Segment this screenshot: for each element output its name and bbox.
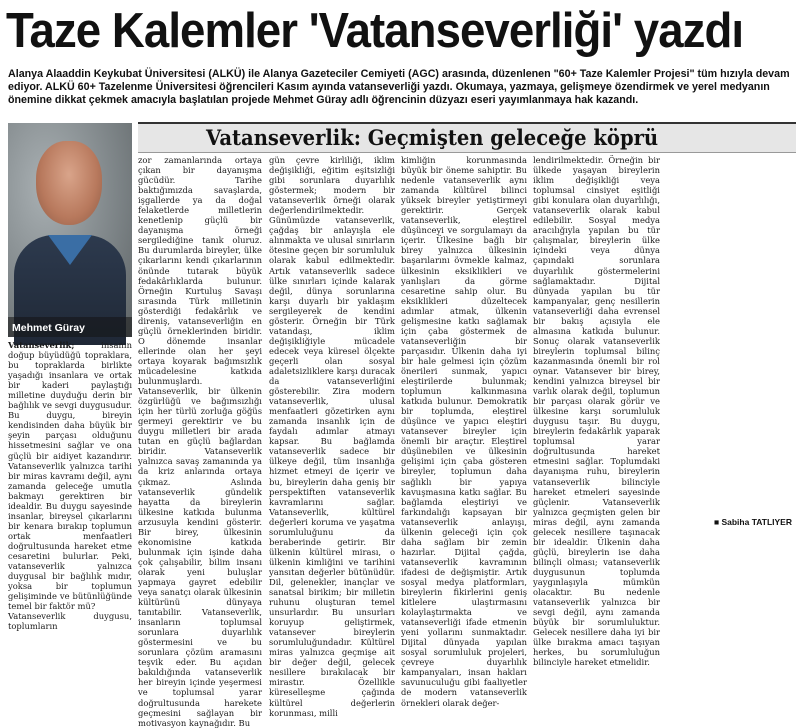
photo-head [36, 141, 102, 225]
column-1-text: insanın doğup büyüdüğü topraklara, bu topraklarda birlikte yaşadığı insanlara ve ortak bir kaderi paylaştığı milletine duyduğu derin bir bağlılık ve sevgi duygusudur. Bu duygu, bireyin kendisinden daha büyük bir şeyin parçası olduğunu hissetmesini sağlar ve ona güçlü bir aidiyet kazandırır. Vatanseverlik yalnızca tarihi bir miras kavramı değil, aynı zamanda geleceğe umutla bakmayı gerektiren bir idealdir. Bu duygu sayesinde insanlar, bireysel çıkarlarını bir kenara bırakıp toplumun ortak menfaatleri doğrultusunda hareket etme cesaretini bulurlar. Peki, vatanseverlik yalnızca duygusal bir bağlılık mıdır, yoksa bir toplumun gelişiminde ve bütünlüğünde temel bir faktör mü? [8, 340, 132, 612]
lead-paragraph: Alanya Alaaddin Keykubat Üniversitesi (ALKÜ) ile Alanya Gazeteciler Cemiyeti (AGC) arasında, düzenlenen "60+ Taze Kalemler Projesi" tüm hızıyla devam ediyor. ALKÜ 60+ Tazelenme Üniversitesi öğrencileri Kasım ayında vatanseverliği yazdı. Okumaya, yazmaya, gelişmeye özendirmek ve yerel medyanın önemine dikkat çekmek amacıyla başlatılan projede Mehmet Güray adlı öğrencinin düzyazı eseri yayımlanmaya hak kazandı. [8, 68, 790, 106]
article-column-2 [138, 155, 262, 728]
photo-caption: Mehmet Güray [12, 322, 85, 334]
headline: Taze Kalemler 'Vatanseverliği' yazdı [6, 4, 744, 58]
article-column-5 [533, 155, 660, 668]
author-photo [8, 123, 132, 337]
article-column-4 [401, 155, 527, 708]
column-3-text: gün çevre kirliliği, iklim değişikliği, eğitim eşitsizliği gibi sorunlara duyarlılık göstermek; modern bir vatanseverlik örneği olarak değerlendirilmektedir. Günümüzde vatanseverlik, çağdaş bir anlayışla ele alınmakta ve ulusal sınırların ötesine geçen bir sorumluluk olarak kabul edilmektedir. Artık vatanseverlik sadece ülke sınırları içinde kalarak değil, dünya sorunlarına karşı duyarlı bir yaklaşım sergileyerek de kendini gösterir. Örneğin bir Türk vatandaşı, iklim değişikliğiyle mücadele edecek veya küresel ölçekte geçerli olan sosyal adaletsizliklere karşı duracak da vatanseverliğini gösterebilir. Zira modern vatanseverlik, ulusal menfaatleri gözetirken aynı zamanda insanlık için de faydalı adımlar atmayı kapsar. Bu bağlamda vatanseverlik sadece bir ülkeye değil, tüm insanlığa hizmet etmeyi de içerir ve bu, bireylerin daha geniş bir perspektiften vatanseverlik kavramlarını sağlar. Vatanseverlik, kültürel değerleri koruma ve yaşatma sorumluluğunu da beraberinde getirir. Bir ülkenin kültürel mirası, o ülkenin kimliğini ve tarihini yansıtan değerler bütünüdür. Dil, gelenekler, inançlar ve sanatsal birikim; bir milletin ruhunu oluşturan temel unsurlardır. Bu unsurları koruyup geliştirmek, vatansever bireylerin sorumluluğundadır. Kültürel miras yalnızca geçmişe ait bir değer değil, gelecek nesillere bırakılacak bir mirastır. Özellikle küreselleşme çağında kültürel değerlerin korunması, milli [269, 155, 395, 718]
column-1-lead-term: Vatanseverlik; [8, 340, 75, 350]
column-5-text: lendirilmektedir. Örneğin bir ülkede yaşayan bireylerin iklim değişikliği veya toplumsal cinsiyet eşitliği gibi konulara olan duyarlılığı, vatanseverlik olarak kabul edilebilir. Sosyal medya aracılığıyla yapılan bu tür çalışmalar, bireylerin ülke içindeki veya dünya çapındaki sorunlara duyarlılık göstermelerini sağlamaktadır. Dijital dünyada yapılan bu tür kampanyalar, genç nesillerin vatanseverliği daha evrensel bir bakış açısıyla ele almasına katkıda bulunur. Sonuç olarak vatanseverlik bireylerin toplumsal bilinç kazanmasında önemli bir rol oynar. Vatansever bir birey, kendini yalnızca bireysel bir varlık olarak değil, toplumun bir parçası olarak görür ve ülkesine karşı sorumluluk duygusu taşır. Bu duygu, bireylerin fedakârlık yaparak toplumsal yarar doğrultusunda hareket etmesini sağlar. Toplumdaki dayanışma ruhu, bireylerin vatanseverlik bilinciyle hareket etmeleri sayesinde güçlenir. Vatanseverlik yalnızca geçmişten gelen bir miras değil, aynı zamanda gelecek nesillere taşınacak bir idealdir. Ülkenin daha güçlü, bireylerin ise daha bilinçli olması; vatanseverlik duygusunun toplumda yaygınlaşıyla mümkün olacaktır. Bu nedenle vatanseverlik yalnızca bir sevgi değil, aynı zamanda büyük bir sorumluluktur. Gelecek nesillere daha iyi bir ülke bırakma amacı taşıyan herkes, bu sorumluluğun bilinciyle hareket etmelidir. [533, 155, 660, 668]
author-signature: ■ Sabiha TATLIYER [713, 517, 792, 527]
subheadline-bar [138, 122, 796, 153]
article-column-1 [8, 340, 132, 632]
article-column-3 [269, 155, 395, 718]
column-4-text: kimliğin korunmasında büyük bir öneme sahiptir. Bu nedenle vatanseverlik aynı zamanda kültürel bilinci yüksek bireyler yetiştirmeyi gerektirir. Gerçek vatanseverlik, eleştirel düşünceyi ve sorgulamayı da içerir. Ülkesine bağlı bir birey yalnızca ülkesinin başarılarını övmekle kalmaz, ülkesinin eksiklikleri ve yanlışları da görme cesaretine sahip olur. Bu eksiklikleri düzeltecek adımlar atmak, ülkenin gelişmesine katkı sağlamak için çaba göstermek de vatanseverliğin bir parçasıdır. Ülkenin daha iyi bir hale gelmesi için çözüm önerileri sunmak, yapıcı eleştirilerde bulunmak; toplumun kalkınmasına katkıda bulunur. Demokratik bir toplumda, eleştirel düşünce ve yapıcı eleştiri vatansever bireyler için önemli bir araçtır. Eleştirel düşünebilen ve ülkesinin gelişimi için çaba gösteren bireyler, toplumun daha sağlıklı bir yapıya kavuşmasına katkı sağlar. Bu bağlamda eleştiriyi ve farkındalığı kapsayan bir vatanseverlik anlayışı, ülkenin geleceği için çok daha sağlam bir zemin hazırlar. Dijital çağda, vatanseverlik kavramının ifadesi de değişmiştir. Artık sosyal medya platformları, bireylerin fikirlerini geniş kitlelere ulaştırmasını kolaylaştırmakta ve vatanseverliği ifade etmenin yeni yollarını sunmaktadır. Dijital dünyada yapılan sosyal sorumluluk projeleri, çevreye duyarlılık kampanyaları, insan hakları savunuculuğu gibi faaliyetler de modern vatanseverlik örnekleri olarak değer- [401, 155, 527, 708]
column-1-tail: Vatanseverlik duygusu, toplumların [8, 611, 132, 632]
column-2-text: zor zamanlarında ortaya çıkan bir dayanışma gücüdür. Tarihe baktığımızda savaşlarda, işgallerde ya da doğal felaketlerde milletlerin kenetlenip güçlü bir dayanışma örneği sergilediğine tanık oluruz. Bu durumlarda bireyler, ülke çıkarlarını kendi çıkarlarının önünde tutarak büyük fedakârlıklarda bulunur. Örneğin Kurtuluş Savaşı sırasında Türk milletinin gösterdiği fedakârlık ve direniş, vatanseverliğin en güçlü örneklerinden biridir. O dönemde insanlar ellerinde olan her şeyi ortaya koyarak bağımsızlık mücadelesine katkıda bulunmuşlardı. Vatanseverlik, bir ülkenin özgürlüğü ve bağımsızlığı için her türlü zorluğa göğüs germeyi gerektirir ve bu duygu milletleri bir arada tutan en güçlü bağlardan biridir. Vatanseverlik yalnızca savaş zamanında ya da kriz anlarında ortaya çıkmaz. Aslında vatanseverlik gündelik hayatta da bireylerin ülkesine katkıda bulunma arzusuyla kendini gösterir. Bir birey, ülkesinin ekonomisine katkıda bulunmak için işinde daha çok çalışabilir, bilim insanı olarak yeni buluşlar yapmaya gayret edebilir veya sanatçı olarak ülkesinin kültürünü dünyaya tanıtabilir. Vatanseverlik, insanların toplumsal sorunlara duyarlılık göstermesini ve bu sorunlara çözüm aramasını teşvik eder. Bu açıdan bakıldığında vatanseverlik her bireyin içinde yeşermesi ve toplumsal yarar doğrultusunda harekete geçmesini sağlayan bir motivasyon kaynağıdır. Bu [138, 155, 262, 728]
subheadline: Vatanseverlik: Geçmişten geleceğe köprü [206, 125, 659, 150]
